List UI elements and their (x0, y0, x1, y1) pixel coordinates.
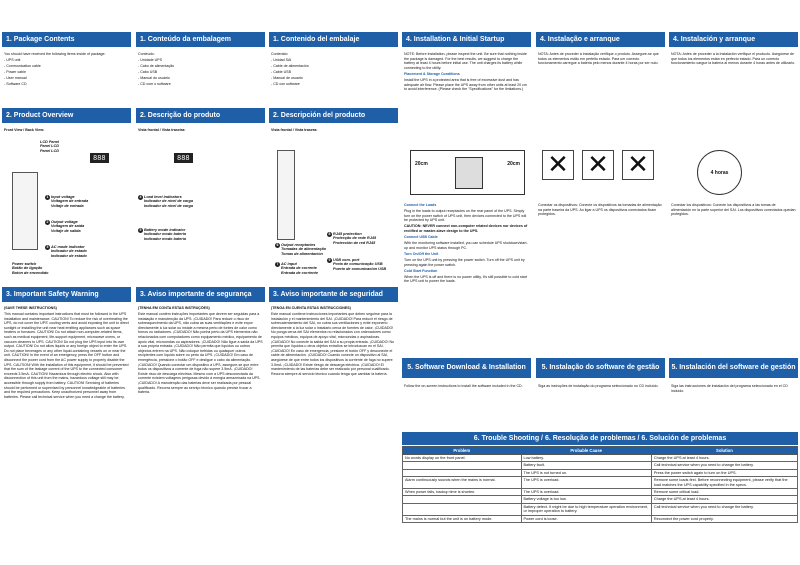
connect-text-es: Conectar los dispositivos: Conecte los dispositivos a las tomas de alimentación en la parte superior del SAI. Los dispositivos conectados quedan protegidos. (671, 203, 796, 217)
package-contents-text-pt: Conteúdo: - Unidade UPS - Cabo de alimentação - Cabo USB - Manual do usuário - CD com o software (138, 52, 175, 87)
problem-cell (403, 462, 522, 469)
view-label-pt: Vista frontal / Vista traseira: (138, 128, 186, 132)
table-row (403, 515, 798, 522)
package-contents-text-es: Contenido: - Unidad SAI - Cable de alimentación - Cable USB - Manual de usuario - CD con software (271, 52, 309, 87)
product-overview-header-es: 2. Descripción del producto (269, 108, 398, 123)
solution-cell: Remove some critical load. (651, 489, 797, 496)
software-text: Follow the on-screen instructions to install the software included in the CD. (404, 384, 523, 388)
view-label: Front View / Back View: (4, 128, 45, 132)
ups-spacing-icon (455, 157, 483, 189)
table-row (403, 477, 798, 489)
table-row (403, 462, 798, 469)
package-contents-header-es: 1. Contenido del embalaje (269, 32, 398, 47)
package-contents-text: You should have received the following items inside of package: - UPS unit - Communication cable - Power cable - User manual - Software CD (4, 52, 106, 87)
port-label-4: 4 Load level indicators Indicador de nível de carga Indicador de nivel de carga (139, 195, 193, 208)
solution-cell: Press the power switch again to turn on the UPS. (651, 469, 797, 476)
port-label-8: 8 RJ45 protection Protecção de rede RJ45 Protección de red RJ45 (328, 232, 377, 245)
view-label-es: Vista frontal / Vista trasera: (271, 128, 318, 132)
solution-cell: Charge the UPS at least 4 hours. (651, 455, 797, 462)
product-overview-header: 2. Product Overview (2, 108, 131, 123)
problem-cell (403, 469, 522, 476)
ups-lcd-screen: 888 (90, 153, 109, 163)
safety-warning-header: 3. Important Safety Warning (2, 287, 131, 302)
install-header-es: 4. Instalación y arranque (669, 32, 798, 47)
trouble-table (402, 446, 798, 523)
solution-cell: Call technical service when you need to change the battery. (651, 503, 797, 515)
col-cause: Probable Cause (521, 447, 651, 455)
no-sun-symbol: ✕ (582, 150, 614, 180)
ups-lcd-screen-pt: 888 (174, 153, 193, 163)
port-label-3: 3 AC mode indicator Indicador de estado Indicador de estado (46, 245, 87, 258)
port-label-7: 7 AC input Entrada de corrente Entrada de corriente (276, 262, 318, 275)
safety-warning-header-pt: 3. Aviso importante de segurança (136, 287, 265, 302)
software-header-pt: 5. Instalação do software de gestão (536, 358, 665, 378)
install-note: NOTE: Before installation, please inspect the unit. Be sure that nothing inside the package is damaged. For the best results, we suggest to charge the battery at least 4 hours before initial use. The unit charges its battery while connecting to the utility. Placement & Storage Conditions Install the UPS in a protected area that is free of excessive dust and has adequate air flow. Please place the UPS away from other units at least 20 cm to avoid interference. (Please check the "Specifications" for the limitations.) (404, 52, 527, 92)
column-portuguese (134, 0, 267, 565)
solution-cell: Remove some loads first. Before reconnecting equipment, please verify that the load matches the UPS capability specified in the specs. (651, 477, 797, 489)
problem-cell: When power fails, backup time is shorten. (403, 489, 522, 496)
problem-cell (403, 496, 522, 503)
ups-front-illustration (12, 172, 38, 250)
cause-cell: Battery fault. (521, 462, 651, 469)
install-header: 4. Installation & Initial Startup (402, 32, 531, 47)
cause-cell: The UPS is overload. (521, 477, 651, 489)
hours-label: 4 horas (710, 169, 729, 176)
solution-cell: Reconnect the power cord properly. (651, 515, 797, 522)
safety-warning-text-es: (TENGA EN CUENTA ESTAS INSTRUCCIONES) Este manual contiene instrucciones importantes que deben seguirse para la instalación y el mantenimiento del SAI. ¡CUIDADO! Para reducir el riesgo de sobrecalentamiento del SAI, no cubra sus ventilaciones y evite exponerlo directamente a la luz solar o instalarlo cerca de fuentes de calor. ¡CUIDADO! No ponga cerca del SAI elementos no relacionados con ordenadores como equipos médicos, equipos de apoyo vital, microondas o aspiradoras. ¡CUIDADO! No conecte la salida del SAI a su propia entrada. ¡CUIDADO! No permita que líquidos u otros objetos extraños se introduzcan en el SAI. ¡CUIDADO! En caso de emergencia, presione el botón OFF y desconecte el cable de alimentación. ¡CUIDADO! Cuando conecte un dispositivo al SAI, asegúrese de que entre todos los dispositivos la corriente de fuga no supere 3.5mA. ¡CUIDADO! Existe riesgo de descarga eléctrica. ¡CUIDADO! El mantenimiento de las baterías debe ser realizado por personal cualificado. Recurra siempre al servicio técnico cuando tenga que cambiar la batería. (271, 306, 395, 376)
cause-cell: Power cord is loose. (521, 515, 651, 522)
port-label-2: 2 Output voltage Voltagem de saída Voltaje de salida (46, 220, 85, 233)
ups-back-illustration (277, 150, 295, 240)
safety-warning-header-es: 3. Aviso importante de seguridad (269, 287, 398, 302)
column-spanish (267, 0, 400, 565)
cause-cell: Battery defect. It might be due to high temperature operation environment, or improper operation to battery. (521, 503, 651, 515)
port-label-1: 1 Input voltage Voltagem de entrada Voltaje de entrada (46, 195, 89, 208)
software-text-pt: Siga as instruções de instalação do programa seleccionado no CD incluído. (538, 384, 659, 388)
cause-cell: The UPS is not turned on. (521, 469, 651, 476)
problem-cell: Alarm continuously sounds when the mains is normal. (403, 477, 522, 489)
dim-left: 20cm (415, 161, 428, 167)
col-solution: Solution (651, 447, 797, 455)
table-row (403, 489, 798, 496)
install-text-pt: NOTA: Antes de proceder à instalação verifique o produto. Assegure-se que todos os elementos estão em perfeito estado. Para um correcto funcionamento carregue a bateria pelo menos durante 4 horas por ser nulo. (538, 52, 659, 66)
port-label-5: 5 Battery mode indicator Indicador modo bateria Indicador modo batería (139, 228, 186, 241)
install-text-es: NOTA: Antes de proceder a la instalación verifique el producto. Asegúrese de que todos los elementos están en perfecto estado. Para un correcto funcionamiento cargue la batería al menos durante 4 horas antes de utilizarlo. (671, 52, 796, 66)
safety-warning-text: (SAVE THESE INSTRUCTIONS) This manual contains important instructions that must be followed in the UPS installation and maintenance. CAUTION! To reduce the risk of overheating the UPS, do not cover the UPS' cooling vents and avoid exposing the unit to direct sunlight or installing the unit near heat emitting appliances such as space heaters or furnaces. CAUTION! Do not attach non-computer-related items, such as medical equipment, life-support equipment, microwave ovens, or vacuum cleaners to UPS. CAUTION! Do not plug the UPS input into its own output. CAUTION! Do not allow liquids or any foreign object to enter the UPS. Do not place beverages or any other liquid-containing vessels on or near the unit. CAUTION! In the event of an emergency, press the OFF button and disconnect the power cord from the AC power supply to properly disable the UPS. CAUTION! With the installation of this equipment, it should be prevented that the sum of the leakage current of the UPS to the connected consumer exceeds 3.5mA. CAUTION! Hazardous through electric shock. Also with disconnection of this unit from the mains, hazardous voltage still may be accessible through supply from battery. CAUTION! Servicing of batteries should be performed or supervised by personnel knowledgeable of batteries and the required precautions. Keep unauthorized personnel away from batteries. Please call technical service when you need a change the battery. (4, 306, 129, 399)
safety-warning-text-pt: (TENHA EM CONTA ESTAS INSTRUÇÕES) Este manual contém instruções importantes que devem ser seguidas para a instalação e manutenção da UPS. ¡CUIDADO! Para reduzir o risco de sobreaquecimento da UPS, não cubra as suas ventilações e evite expor directamente à luz solar ou instale a mesma perto de fontes de calor como fornos ou radiadores. ¡CUIDADO! Não ponha perto da UPS elementos não relacionados com computadores como equipamento médico, equipamento de apoio vital, microondas ou aspiradores. ¡CUIDADO! Não ligue a saída da UPS à sua própria entrada. ¡CUIDADO! Não permita que líquidos ou outros objectos entrem na UPS. Não coloque bebidas ou quaisquer outros recipientes com líquido sobre ou perto da UPS. ¡CUIDADO! Em caso de emergência, pressione o botão OFF e desligue o cabo da alimentação. ¡CUIDADO! Quando conectar um dispositivo à UPS, assegure-se que entre todos os dispositivos a corrente de fuga não supere 3.5mA. ¡CUIDADO! Existe risco de descarga eléctrica. Mesmo com a UPS desconectada da corrente existem voltagens perigosas devido à energia armazenada na UPS. ¡CUIDADO! A manutenção das baterias deve ser realizada por pessoal qualificado. Recorra sempre ao serviço técnico quando precise trocar a bateria. (138, 306, 263, 395)
table-row (403, 503, 798, 515)
software-header: 5. Software Download & Installation (402, 358, 531, 378)
package-contents-header-pt: 1. Conteúdo da embalagem (136, 32, 265, 47)
install-header-pt: 4. Instalação e arranque (536, 32, 665, 47)
table-row (403, 469, 798, 476)
software-text-es: Siga las instrucciones de instalación del programa seleccionado en el CD incluido. (671, 384, 788, 393)
package-contents-header: 1. Package Contents (2, 32, 131, 47)
product-overview-header-pt: 2. Descrição do produto (136, 108, 265, 123)
cause-cell: Battery voltage is too low. (521, 496, 651, 503)
connect-loads-text: Connect the Loads Plug in the loads to output receptacles on the rear panel of the UPS. Simply turn on the power switch of UPS unit, then devices connected to the UPS will be protected by UPS unit. CAUTION: NEVER connect non-computer related devices nor devices of rectified or master-slave design to the UPS. Connect USB Cable With the monitoring software installed, you can schedule UPS shutdown/start-up and monitor UPS status through PC. Turn On/Off the Unit Turn on the UPS unit by pressing the power switch. Turn off the UPS unit by pressing again the power switch. Cold Start Function When the UPS is off and there is no power utility, it's still possible to cold start the UPS unit to power the loads. (404, 203, 528, 284)
lcd-panel-label: LCD Panel Panel LCD Panel LCD (40, 140, 59, 153)
table-row (403, 455, 798, 462)
no-heat-symbol: ✕ (622, 150, 654, 180)
cause-cell: The UPS is overload. (521, 489, 651, 496)
table-row (403, 496, 798, 503)
problem-cell: No words display on the front panel. (403, 455, 522, 462)
trouble-header: 6. Trouble Shooting / 6. Resolução de problemas / 6. Solución de problemas (402, 432, 798, 445)
problem-cell (403, 503, 522, 515)
no-dust-symbol: ✕ (542, 150, 574, 180)
col-problem: Problem (403, 447, 522, 455)
solution-cell: Charge the UPS at least 4 hours. (651, 496, 797, 503)
power-switch-label: Power switch Botão de ligação Botón de encendido (12, 262, 49, 275)
problem-cell: The mains is normal but the unit is on battery mode. (403, 515, 522, 522)
software-header-es: 5. Instalación del software de gestión (669, 358, 798, 378)
connect-text-pt: Conectar os dispositivos: Conecte os dispositivos às tomadas de alimentação na parte traseira da UPS. Ao ligar a UPS os dispositivos conectados ficam protegidos. (538, 203, 662, 217)
spacing-diagram (410, 150, 525, 195)
column-english (0, 0, 133, 565)
clock-icon (697, 150, 742, 195)
cause-cell: Low battery. (521, 455, 651, 462)
port-label-6: 6 Output receptacles Tomadas de alimentação Tomas de alimentación (276, 243, 327, 256)
dim-right: 20cm (507, 161, 520, 167)
port-label-9: 9 USB com. port Porta de comunicação USB Puerto de comunicación USB (328, 258, 387, 271)
solution-cell: Call technical service when you need to change the battery. (651, 462, 797, 469)
